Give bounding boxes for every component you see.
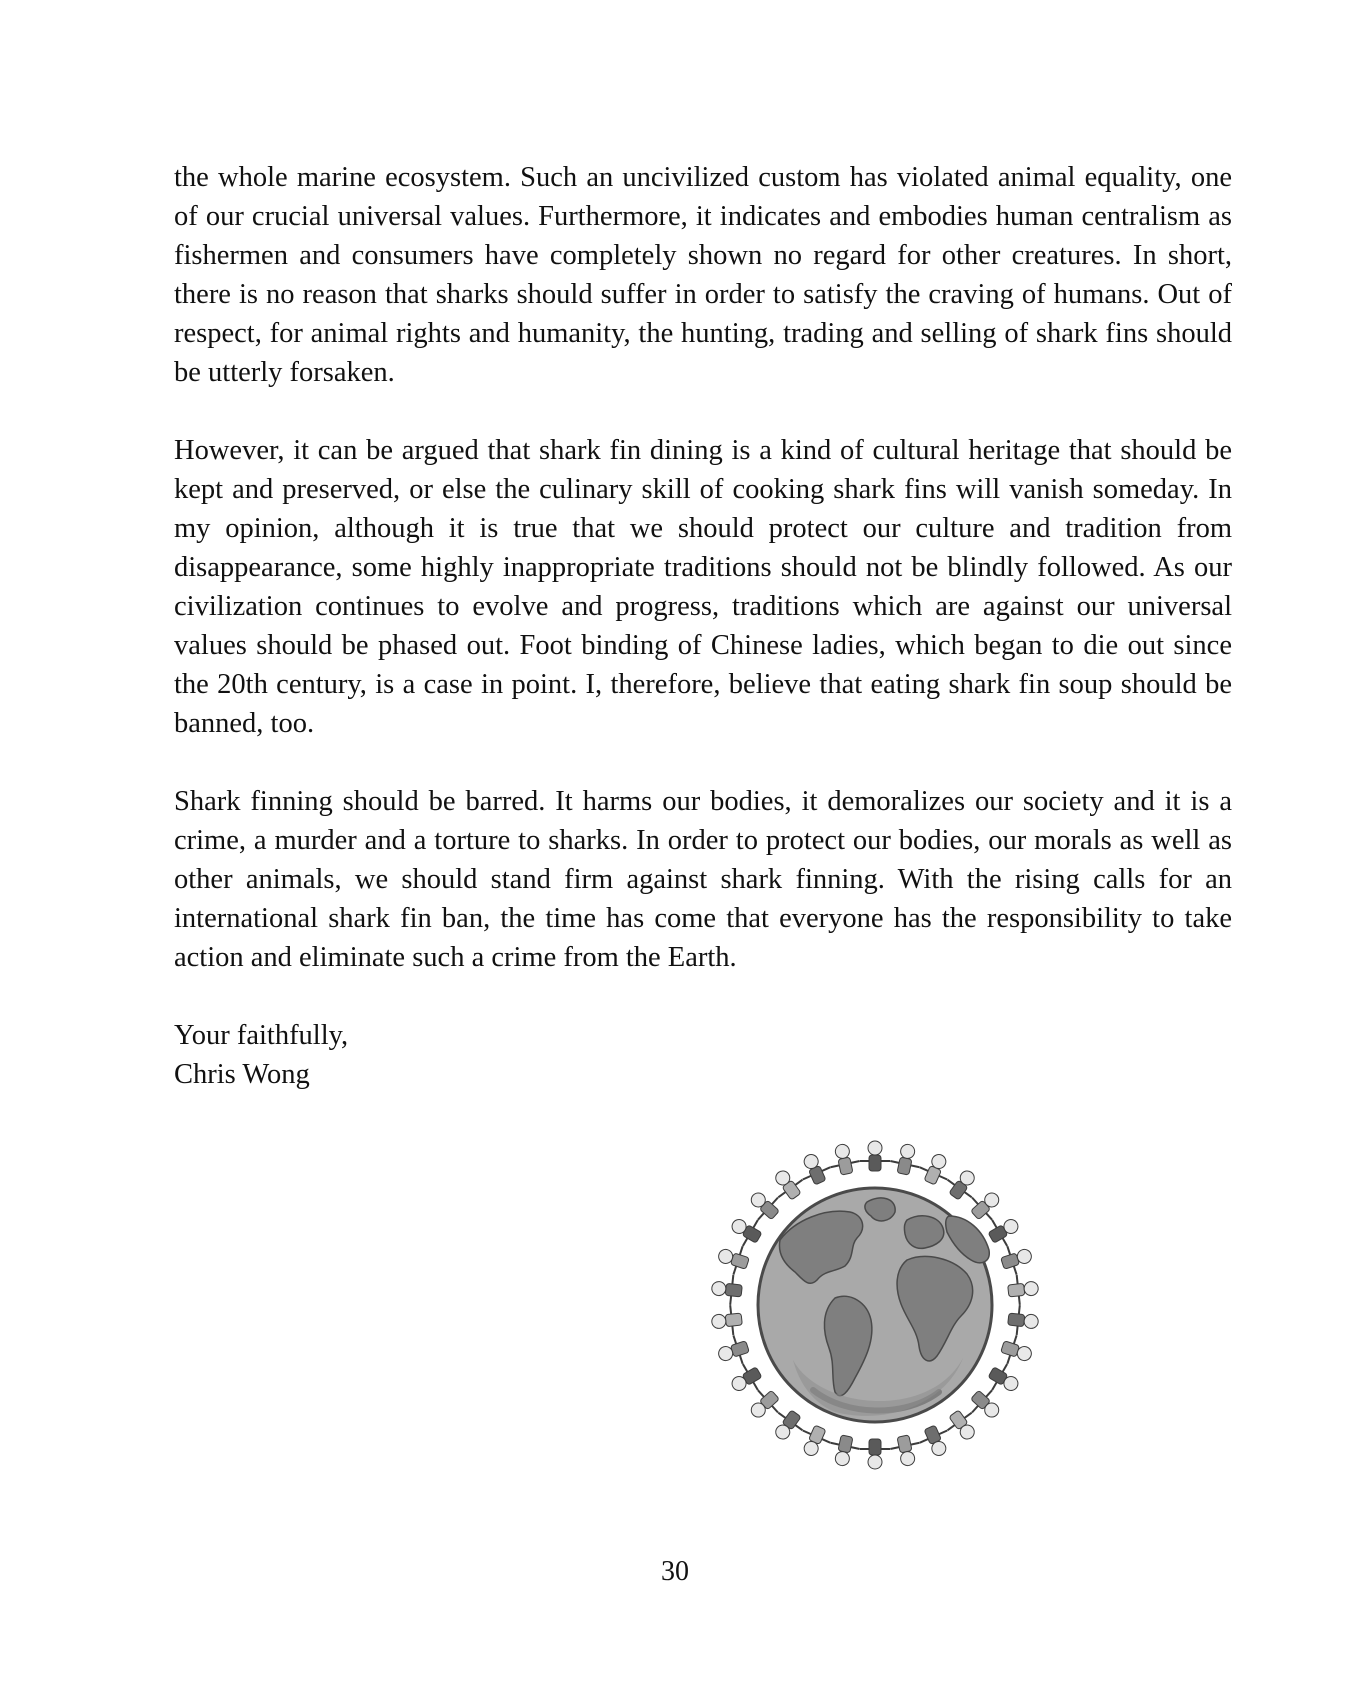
child-figure (916, 1421, 956, 1461)
child-figure (888, 1141, 924, 1177)
child-figure (767, 1405, 809, 1447)
child-figure (965, 1184, 1007, 1226)
child-figure (826, 1141, 862, 1177)
child-figure (942, 1163, 984, 1205)
child-figure (710, 1273, 743, 1306)
child-figure (860, 1141, 890, 1171)
salutation: Your faithfully, (174, 1020, 349, 1051)
child-figure (743, 1184, 785, 1226)
child-figure (998, 1240, 1036, 1278)
globe-with-children-icon (685, 1120, 1065, 1490)
child-figure (767, 1163, 809, 1205)
child-figure (710, 1304, 743, 1337)
paragraph-1: the whole marine ecosystem. Such an uncivilized custom has violated animal equality, one of our crucial universal values. Furthermore, it indicates and embodies human centralism as fishermen and consumers have completely shown no regard for other creatures. In short, there is no reason that sharks should suffer in order to satisfy the craving of humans. Out of respect, for animal rights and humanity, the hunting, trading and selling of shark fins should be utterly forsaken. (174, 162, 1232, 388)
child-figure (965, 1384, 1007, 1426)
paragraph-2: However, it can be argued that shark fin dining is a kind of cultural heritage that should be kept and preserved, or else the culinary skill of cooking shark fins will vanish someday. In my opinion, although it is true that we should protect our culture and tradition from disappearance, some highly inappropriate traditions should not be blindly followed. As our civilization continues to evolve and progress, traditions which are against our universal values should be phased out. Foot binding of Chinese ladies, which began to die out since the 20th century, is a case in point. I, therefore, believe that eating shark fin soup should be banned, too. (174, 435, 1232, 739)
letter-body (174, 158, 1232, 1094)
child-figure (714, 1240, 752, 1278)
continent-europe (904, 1216, 943, 1249)
child-figure (888, 1433, 924, 1469)
child-figure (743, 1384, 785, 1426)
signature: Chris Wong (174, 1059, 310, 1090)
child-figure (714, 1332, 752, 1370)
letter-closing (174, 1016, 1232, 1094)
child-figure (998, 1332, 1036, 1370)
child-figure (795, 1421, 835, 1461)
child-figure (1007, 1304, 1040, 1337)
child-figure (826, 1433, 862, 1469)
child-figure (795, 1149, 835, 1189)
child-figure (916, 1149, 956, 1189)
child-figure (1007, 1273, 1040, 1306)
paragraph-3: Shark finning should be barred. It harms our bodies, it demoralizes our society and it is a crime, a murder and a torture to sharks. In order to protect our bodies, our morals as well as other animals, we should stand firm against shark finning. With the rising calls for an international shark fin ban, the time has come that everyone has the responsibility to take action and eliminate such a crime from the Earth. (174, 786, 1232, 973)
page-number: 30 (661, 1556, 689, 1587)
child-figure (942, 1405, 984, 1447)
child-figure (860, 1439, 890, 1469)
